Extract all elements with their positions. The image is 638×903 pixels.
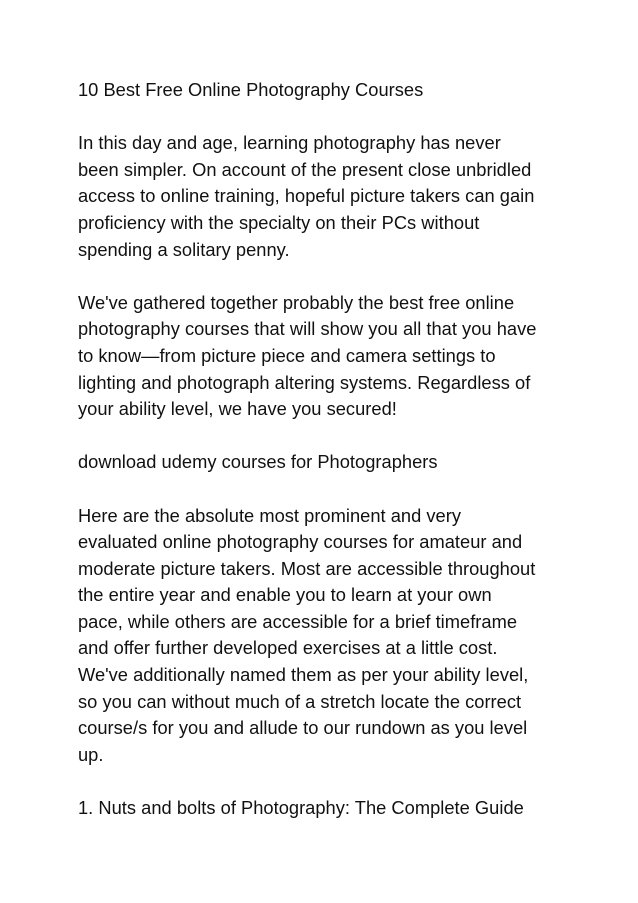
text-line: We've additionally named them as per your ability level,	[78, 664, 529, 686]
text-line: been simpler. On account of the present close unbridled	[78, 158, 532, 180]
text-line: 1. Nuts and bolts of Photography: The Complete Guide	[78, 797, 524, 819]
text-line: the entire year and enable you to learn at your own	[78, 584, 492, 606]
text-line: to know—from picture piece and camera settings to	[78, 344, 496, 366]
document-title	[78, 77, 578, 104]
intro-paragraph	[78, 130, 578, 263]
download-line-paragraph	[78, 449, 578, 476]
text-line: course/s for you and allude to our rundown as you level	[78, 717, 528, 739]
text-line: so you can without much of a stretch locate the correct	[78, 690, 522, 712]
text-line: pace, while others are accessible for a brief timeframe	[78, 610, 518, 632]
text-line: We've gathered together probably the best free online	[78, 291, 515, 313]
text-line: Here are the absolute most prominent and very	[78, 504, 461, 526]
text-line: proficiency with the specialty on their PCs without	[78, 211, 480, 233]
text-line: access to online training, hopeful picture takers can gain	[78, 185, 535, 207]
document-body	[78, 77, 578, 848]
text-line: spending a solitary penny.	[78, 238, 290, 260]
text-line: your ability level, we have you secured!	[78, 398, 397, 420]
text-line: In this day and age, learning photography has never	[78, 132, 501, 154]
text-line: 10 Best Free Online Photography Courses	[78, 79, 424, 100]
courses-paragraph	[78, 503, 578, 769]
text-line: up.	[78, 743, 104, 765]
text-line: lighting and photograph altering systems. Regardless of	[78, 371, 531, 393]
section-heading-1	[78, 795, 578, 822]
text-line: evaluated online photography courses for amateur and	[78, 531, 523, 553]
text-line: photography courses that will show you all that you have	[78, 318, 537, 340]
text-line: moderate picture takers. Most are accessible throughout	[78, 557, 536, 579]
text-line: and offer further developed exercises at a little cost.	[78, 637, 498, 659]
text-line: download udemy courses for Photographers	[78, 451, 438, 473]
gathered-paragraph	[78, 290, 578, 423]
